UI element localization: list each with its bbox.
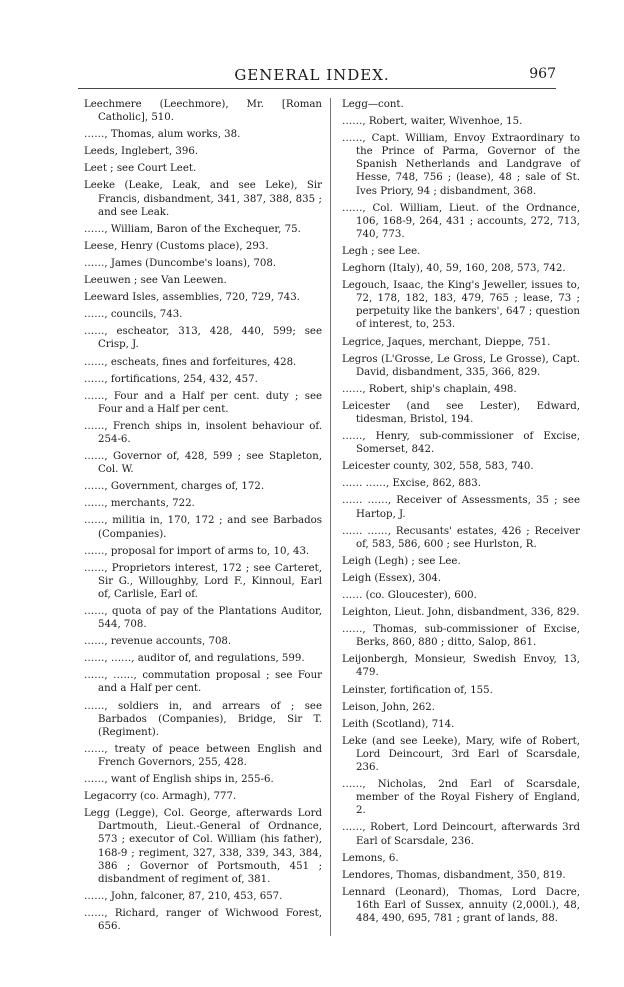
index-column-left bbox=[84, 98, 322, 937]
index-entry: Leeds, Inglebert, 396. bbox=[84, 146, 199, 158]
index-entry: Leicester (and see Lester), Edward, tidesman, Bristol, 194. bbox=[342, 400, 580, 425]
index-entry: Leke (and see Leeke), Mary, wife of Robert, Lord Deincourt, 3rd Earl of Scarsdale, 236. bbox=[342, 735, 580, 774]
index-entry: Lemons, 6. bbox=[342, 852, 399, 864]
index-entry: ……, French ships in, insolent behaviour of. 254-6. bbox=[84, 420, 322, 445]
index-entry: ……, ……, auditor of, and regulations, 599. bbox=[84, 653, 305, 665]
index-entry: ……, Col. William, Lieut. of the Ordnance, 106, 168-9, 264, 431 ; accounts, 272, 713, 740, 773. bbox=[342, 202, 580, 240]
index-entry: ……, Government, charges of, 172. bbox=[84, 481, 265, 493]
index-entry: ……, Four and a Half per cent. duty ; see Four and a Half per cent. bbox=[84, 390, 322, 415]
header-rule bbox=[78, 88, 556, 89]
index-entry: …… ……, Recusants' estates, 426 ; Receiver of, 583, 586, 600 ; see Hurlston, R. bbox=[342, 525, 580, 550]
index-entry: ……, James (Duncombe's loans), 708. bbox=[84, 257, 277, 269]
index-entry: ……, William, Baron of the Exchequer, 75. bbox=[84, 223, 301, 235]
index-entry: ……, Proprietors interest, 172 ; see Carteret, Sir G., Willoughby, Lord F., Kinnoul, Earl of, Carlisle, Earl of. bbox=[84, 562, 322, 600]
index-entry: ……, Thomas, alum works, 38. bbox=[84, 129, 241, 141]
index-entry: ……, Robert, ship's chaplain, 498. bbox=[342, 383, 517, 395]
index-entry: Lendores, Thomas, disbandment, 350, 819. bbox=[342, 869, 566, 881]
index-entry: ……, soldiers in, and arrears of ; see Barbados (Companies), Bridge, Sir T. (Regiment). bbox=[84, 700, 322, 738]
index-entry: ……, proposal for import of arms to, 10, 43. bbox=[84, 545, 310, 557]
index-entry: ……, revenue accounts, 708. bbox=[84, 636, 232, 648]
index-entry: ……, Thomas, sub-commissioner of Excise, Berks, 860, 880 ; ditto, Salop, 861. bbox=[342, 624, 580, 649]
index-entry: Leinster, fortification of, 155. bbox=[342, 684, 493, 696]
index-entry: Leison, John, 262. bbox=[342, 701, 435, 713]
index-entry: Legrice, Jaques, merchant, Dieppe, 751. bbox=[342, 336, 551, 348]
index-entry: …… (co. Gloucester), 600. bbox=[342, 590, 477, 601]
page-title: GENERAL INDEX. bbox=[234, 66, 390, 84]
column-divider bbox=[330, 98, 331, 936]
index-entry: Legouch, Isaac, the King's Jeweller, issues to, 72, 178, 182, 183, 479, 765 ; lease, 73 ; perpetuity like the bankers', 647 ; question of interest, to, 253. bbox=[342, 280, 580, 331]
index-entry: Legros (L'Grosse, Le Gross, Le Grosse), Capt. David, disbandment, 335, 366, 829. bbox=[342, 353, 580, 378]
index-entry: Lennard (Leonard), Thomas, Lord Dacre, 16th Earl of Sussex, annuity (2,000l.), 48, 484, 490, 695, 781 ; grant of lands, 88. bbox=[342, 886, 580, 924]
index-entry: Leeuwen ; see Van Leewen. bbox=[84, 275, 227, 287]
index-entry: Leet ; see Court Leet. bbox=[84, 163, 197, 175]
index-entry: Leghorn (Italy), 40, 59, 160, 208, 573, 742. bbox=[342, 263, 566, 275]
index-entry: …… ……, Excise, 862, 883. bbox=[342, 478, 481, 490]
page-header bbox=[0, 62, 624, 88]
index-entry: Leeward Isles, assemblies, 720, 729, 743. bbox=[84, 292, 301, 304]
index-entry: ……, treaty of peace between English and French Governors, 255, 428. bbox=[84, 743, 322, 768]
index-entry: Leeke (Leake, Leak, and see Leke), Sir Francis, disbandment, 341, 387, 388, 835 ; and see Leak. bbox=[84, 180, 322, 218]
index-entry: Legg (Legge), Col. George, afterwards Lord Dartmouth, Lieut.-General of Ordnance, 573 ; executor of Col. William (his father), 168-9 ; regiment, 327, 338, 339, 343, 384, 386 ; Governor of Portsmouth, 451 ; disbandment of regiment of, 381. bbox=[84, 808, 322, 885]
index-entry: Leicester county, 302, 558, 583, 740. bbox=[342, 461, 534, 473]
index-entry: Legacorry (co. Armagh), 777. bbox=[84, 791, 237, 803]
index-entry: ……, John, falconer, 87, 210, 453, 657. bbox=[84, 890, 283, 902]
index-entry: Leigh (Essex), 304. bbox=[342, 572, 442, 584]
index-entry: ……, want of English ships in, 255-6. bbox=[84, 774, 274, 786]
index-entry: ……, fortifications, 254, 432, 457. bbox=[84, 373, 258, 385]
index-entry: ……, Robert, Lord Deincourt, afterwards 3rd Earl of Scarsdale, 236. bbox=[342, 822, 580, 847]
index-entry: ……, councils, 743. bbox=[84, 309, 183, 321]
index-entry: ……, quota of pay of the Plantations Auditor, 544, 708. bbox=[84, 606, 322, 631]
index-entry: ……, Robert, waiter, Wivenhoe, 15. bbox=[342, 116, 523, 128]
index-column-right bbox=[342, 98, 580, 929]
index-entry: ……, escheats, fines and forfeitures, 428. bbox=[84, 356, 297, 368]
index-entry: Leigh (Legh) ; see Lee. bbox=[342, 555, 461, 567]
index-entry: ……, Capt. William, Envoy Extraordinary to the Prince of Parma, Governor of the Spanish Netherlands and Landgrave of Hesse, 748, 756 ; (lease), 48 ; sale of St. Ives Priory, 94 ; disbandment, 368. bbox=[342, 133, 580, 197]
index-entry: ……, ……, commutation proposal ; see Four and a Half per cent. bbox=[84, 670, 322, 695]
page-number: 967 bbox=[529, 66, 556, 82]
index-entry: ……, Richard, ranger of Wichwood Forest, 656. bbox=[84, 907, 322, 932]
index-entry: …… ……, Receiver of Assessments, 35 ; see Hartop, J. bbox=[342, 495, 580, 520]
index-entry: Legg—cont. bbox=[342, 99, 404, 110]
index-entry: ……, Henry, sub-commissioner of Excise, Somerset, 842. bbox=[342, 431, 580, 456]
index-entry: ……, Governor of, 428, 599 ; see Stapleton, Col. W. bbox=[84, 451, 322, 476]
index-entry: Leighton, Lieut. John, disbandment, 336, 829. bbox=[342, 607, 580, 619]
index-entry: ……, merchants, 722. bbox=[84, 498, 195, 510]
index-entry: Leijonbergh, Monsieur, Swedish Envoy, 13, 479. bbox=[342, 654, 580, 679]
index-entry: ……, Nicholas, 2nd Earl of Scarsdale, member of the Royal Fishery of England, 2. bbox=[342, 779, 580, 817]
index-entry: Leechmere (Leechmore), Mr. [Roman Catholic], 510. bbox=[84, 99, 322, 124]
index-entry: Leese, Henry (Customs place), 293. bbox=[84, 240, 269, 252]
index-entry: ……, militia in, 170, 172 ; and see Barbados (Companies). bbox=[84, 515, 322, 540]
index-entry: Legh ; see Lee. bbox=[342, 245, 421, 257]
index-entry: Leith (Scotland), 714. bbox=[342, 718, 455, 730]
index-entry: ……, escheator, 313, 428, 440, 599; see Crisp, J. bbox=[84, 326, 322, 351]
